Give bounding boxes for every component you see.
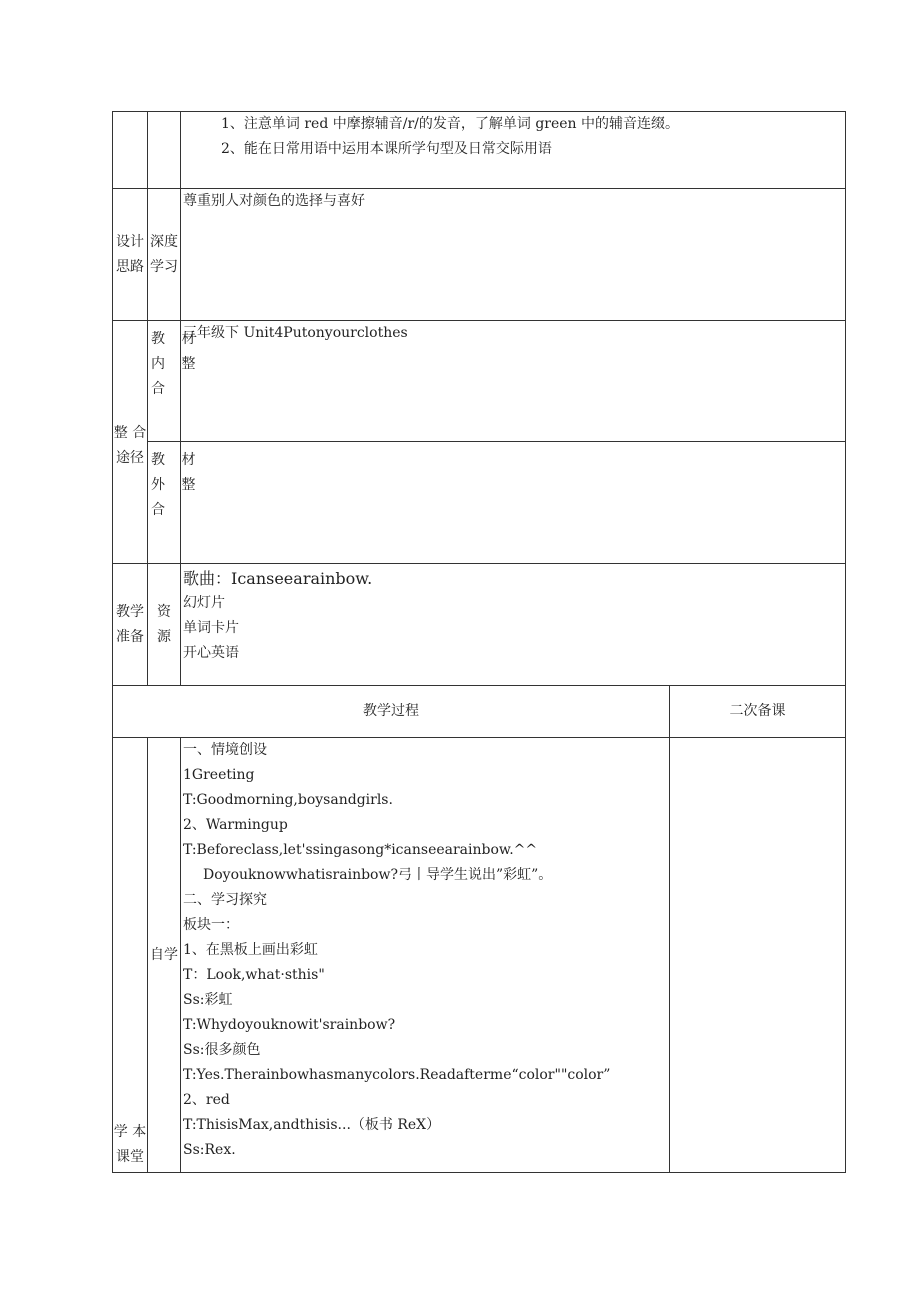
prep-row [113, 564, 846, 686]
process-header-main: 教学过程 [113, 686, 670, 738]
design-row [113, 189, 846, 321]
design-label-a: 设计 [116, 233, 144, 250]
classroom-label-b: 课堂 [115, 1149, 144, 1165]
goals-label-cell [113, 112, 148, 189]
classroom-label-a: 学 本 [113, 1124, 147, 1140]
prep-content [181, 564, 846, 686]
classroom-line: Ss:Rex. [183, 1142, 236, 1158]
classroom-line: T：Look,what·sthis" [183, 967, 325, 983]
prep-label [113, 564, 148, 686]
classroom-content [181, 738, 670, 1173]
classroom-line: 1Greeting [183, 767, 255, 783]
outer-label-2: 外 整 [151, 477, 202, 493]
outer-label-3: 合 [151, 502, 171, 518]
goals-content [181, 112, 846, 189]
classroom-line: 板块一： [183, 917, 239, 933]
design-sub-b: 学习 [150, 258, 178, 275]
prep-item: 单词卡片 [183, 620, 239, 636]
outer-integration-content [181, 442, 846, 564]
inner-integration-text: 三年级下 Unit4Putonyourclothes [183, 325, 408, 341]
classroom-label [113, 738, 148, 1173]
outer-label-1: 教 材 [151, 452, 202, 468]
classroom-line: 2、Warmingup [183, 817, 288, 833]
integration-label-a: 整 合 [113, 425, 147, 441]
goals-row [113, 112, 846, 189]
inner-integration-content [181, 321, 846, 442]
second-prep-cell [670, 738, 846, 1173]
integration-outer-row [113, 442, 846, 564]
process-header-row [113, 686, 846, 738]
prep-label-b: 准备 [116, 628, 144, 645]
classroom-line: T:ThisisMax,andthisis...（板书 ReX） [183, 1117, 441, 1133]
classroom-sub-label [148, 738, 181, 1173]
classroom-line: T:Whydoyouknowit'srainbow? [183, 1017, 396, 1033]
prep-sub-label [148, 564, 181, 686]
classroom-line: 2、red [183, 1092, 230, 1108]
classroom-line: Doyouknowwhatisrainbow?弓丨导学生说出”彩虹”。 [203, 867, 553, 883]
design-label-b: 思路 [116, 258, 144, 275]
prep-sub-a: 资 [157, 603, 171, 620]
process-header-second: 二次备课 [670, 686, 846, 738]
classroom-line: 一、情境创设 [183, 742, 267, 758]
classroom-line: T:Beforeclass,let'ssingasong*icanseearainbow.^^ [183, 842, 538, 858]
integration-label-b: 途径 [115, 450, 144, 466]
goal-line-2: 2、能在日常用语中运用本课所学句型及日常交际用语 [221, 141, 552, 157]
goal-line-1: 1、注意单词 red 中摩擦辅音/r/的发音，了解单词 green 中的辅音连缀。 [221, 116, 680, 132]
classroom-line: Ss:很多颜色 [183, 1042, 261, 1058]
integration-label [113, 321, 148, 564]
prep-item: 开心英语 [183, 645, 239, 661]
prep-sub-b: 源 [157, 628, 171, 645]
inner-label-3: 合 [151, 381, 171, 397]
prep-item: 歌曲：Icanseearainbow. [183, 569, 373, 588]
classroom-line: T:Yes.Therainbowhasmanycolors.Readafterme“color""color” [183, 1067, 611, 1083]
design-text: 尊重别人对颜色的选择与喜好 [183, 193, 365, 209]
inner-label-1: 教 材 [151, 331, 202, 347]
classroom-sub: 自学 [150, 946, 178, 963]
design-label [113, 189, 148, 321]
design-content [181, 189, 846, 321]
prep-label-a: 教学 [116, 603, 144, 620]
integration-inner-row [113, 321, 846, 442]
classroom-line: 二、学习探究 [183, 892, 267, 908]
prep-item: 幻灯片 [183, 595, 225, 611]
classroom-line: T:Goodmorning,boysandgirls. [183, 792, 393, 808]
inner-integration-label [148, 321, 202, 442]
outer-integration-label [148, 442, 202, 564]
design-sub-a: 深度 [150, 233, 178, 250]
classroom-line: Ss:彩虹 [183, 992, 233, 1008]
classroom-row [113, 738, 846, 1173]
inner-label-2: 内 整 [151, 356, 202, 372]
classroom-line: 1、在黑板上画出彩虹 [183, 942, 318, 958]
goals-sub-cell [148, 112, 181, 189]
lesson-plan-table [112, 111, 846, 1173]
design-sub-label [148, 189, 181, 321]
